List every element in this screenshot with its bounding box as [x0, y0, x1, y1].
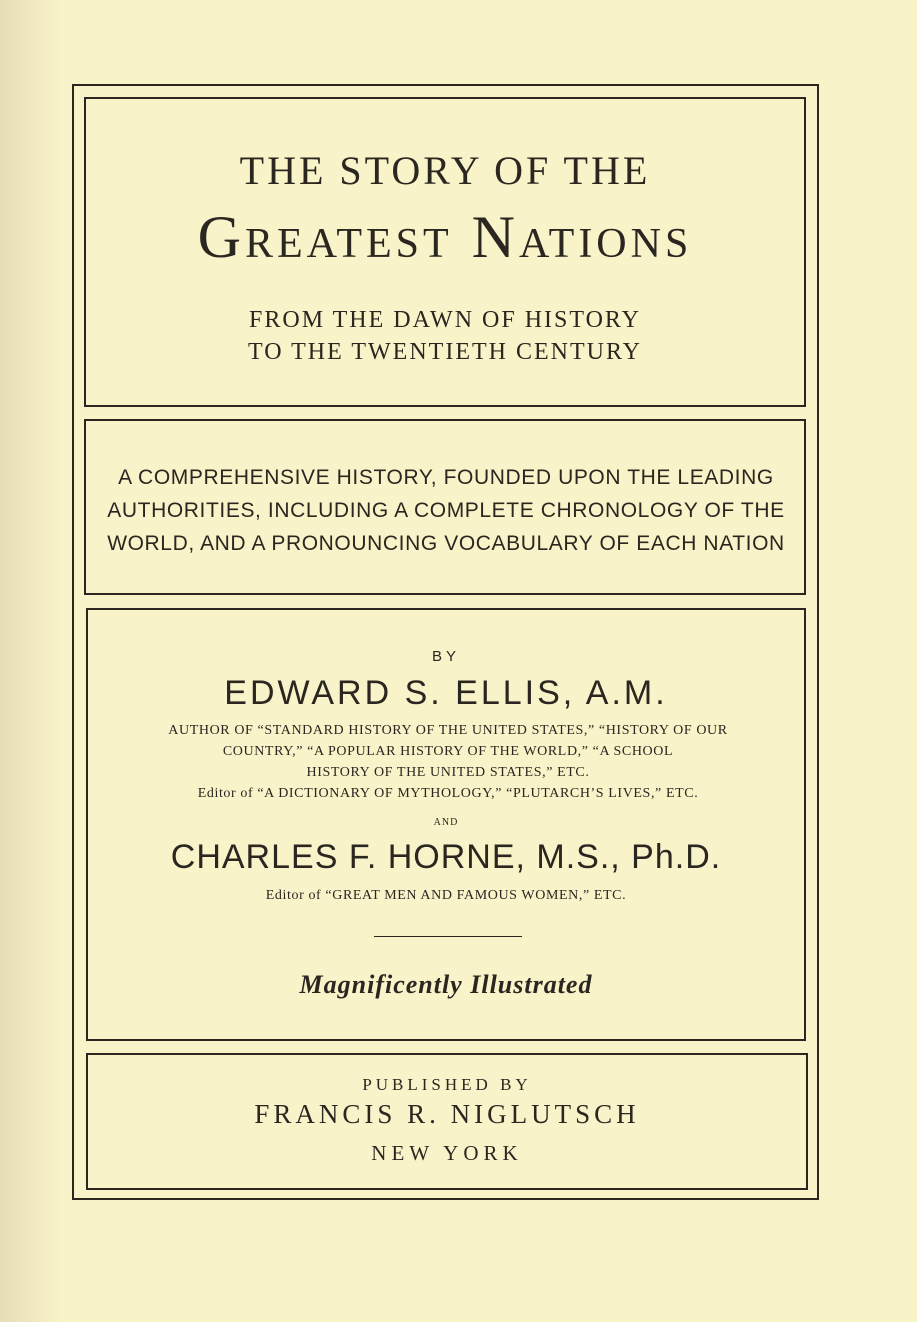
title-panel — [84, 97, 806, 407]
publisher-city: NEW YORK — [371, 1141, 523, 1165]
author-1-name: EDWARD S. ELLIS, A.M. — [224, 674, 668, 712]
divider-rule — [374, 936, 522, 937]
title-line-2: Greatest Nations — [197, 204, 693, 270]
published-by-label: PUBLISHED BY — [362, 1075, 532, 1094]
author-2-name: CHARLES F. HORNE, M.S., Ph.D. — [170, 838, 722, 876]
illustrated-note: Magnificently Illustrated — [299, 970, 593, 999]
author-1-works-line-1: AUTHOR OF “STANDARD HISTORY OF THE UNITED STATES,” “HISTORY OF OUR — [168, 723, 728, 738]
publisher-name: FRANCIS R. NIGLUTSCH — [254, 1099, 640, 1129]
publisher-panel — [86, 1053, 808, 1190]
authors-panel — [86, 608, 806, 1041]
description-panel — [84, 419, 806, 595]
author-1-works-line-2: COUNTRY,” “A POPULAR HISTORY OF THE WORLD,” “A SCHOOL — [222, 744, 674, 759]
author-1-works — [108, 720, 788, 804]
subtitle-line-2: TO THE TWENTIETH CENTURY — [248, 339, 642, 365]
by-label: BY — [431, 648, 460, 665]
author-1-works-line-4: Editor of “A DICTIONARY OF MYTHOLOGY,” “PLUTARCH’S LIVES,” ETC. — [197, 786, 699, 801]
subtitle-line-1: FROM THE DAWN OF HISTORY — [249, 307, 641, 333]
and-label: AND — [433, 817, 459, 828]
description-text: A COMPREHENSIVE HISTORY, FOUNDED UPON THE LEADING AUTHORITIES, INCLUDING A COMPLETE CHRONOLOGY OF THE WORLD, AND A PRONOUNCING VOCABULARY OF EACH NATION — [107, 466, 785, 555]
author-1-works-line-3: HISTORY OF THE UNITED STATES,” ETC. — [306, 765, 590, 780]
title-line-1: THE STORY OF THE — [239, 148, 651, 193]
author-2-works: Editor of “GREAT MEN AND FAMOUS WOMEN,” ETC. — [265, 888, 627, 903]
